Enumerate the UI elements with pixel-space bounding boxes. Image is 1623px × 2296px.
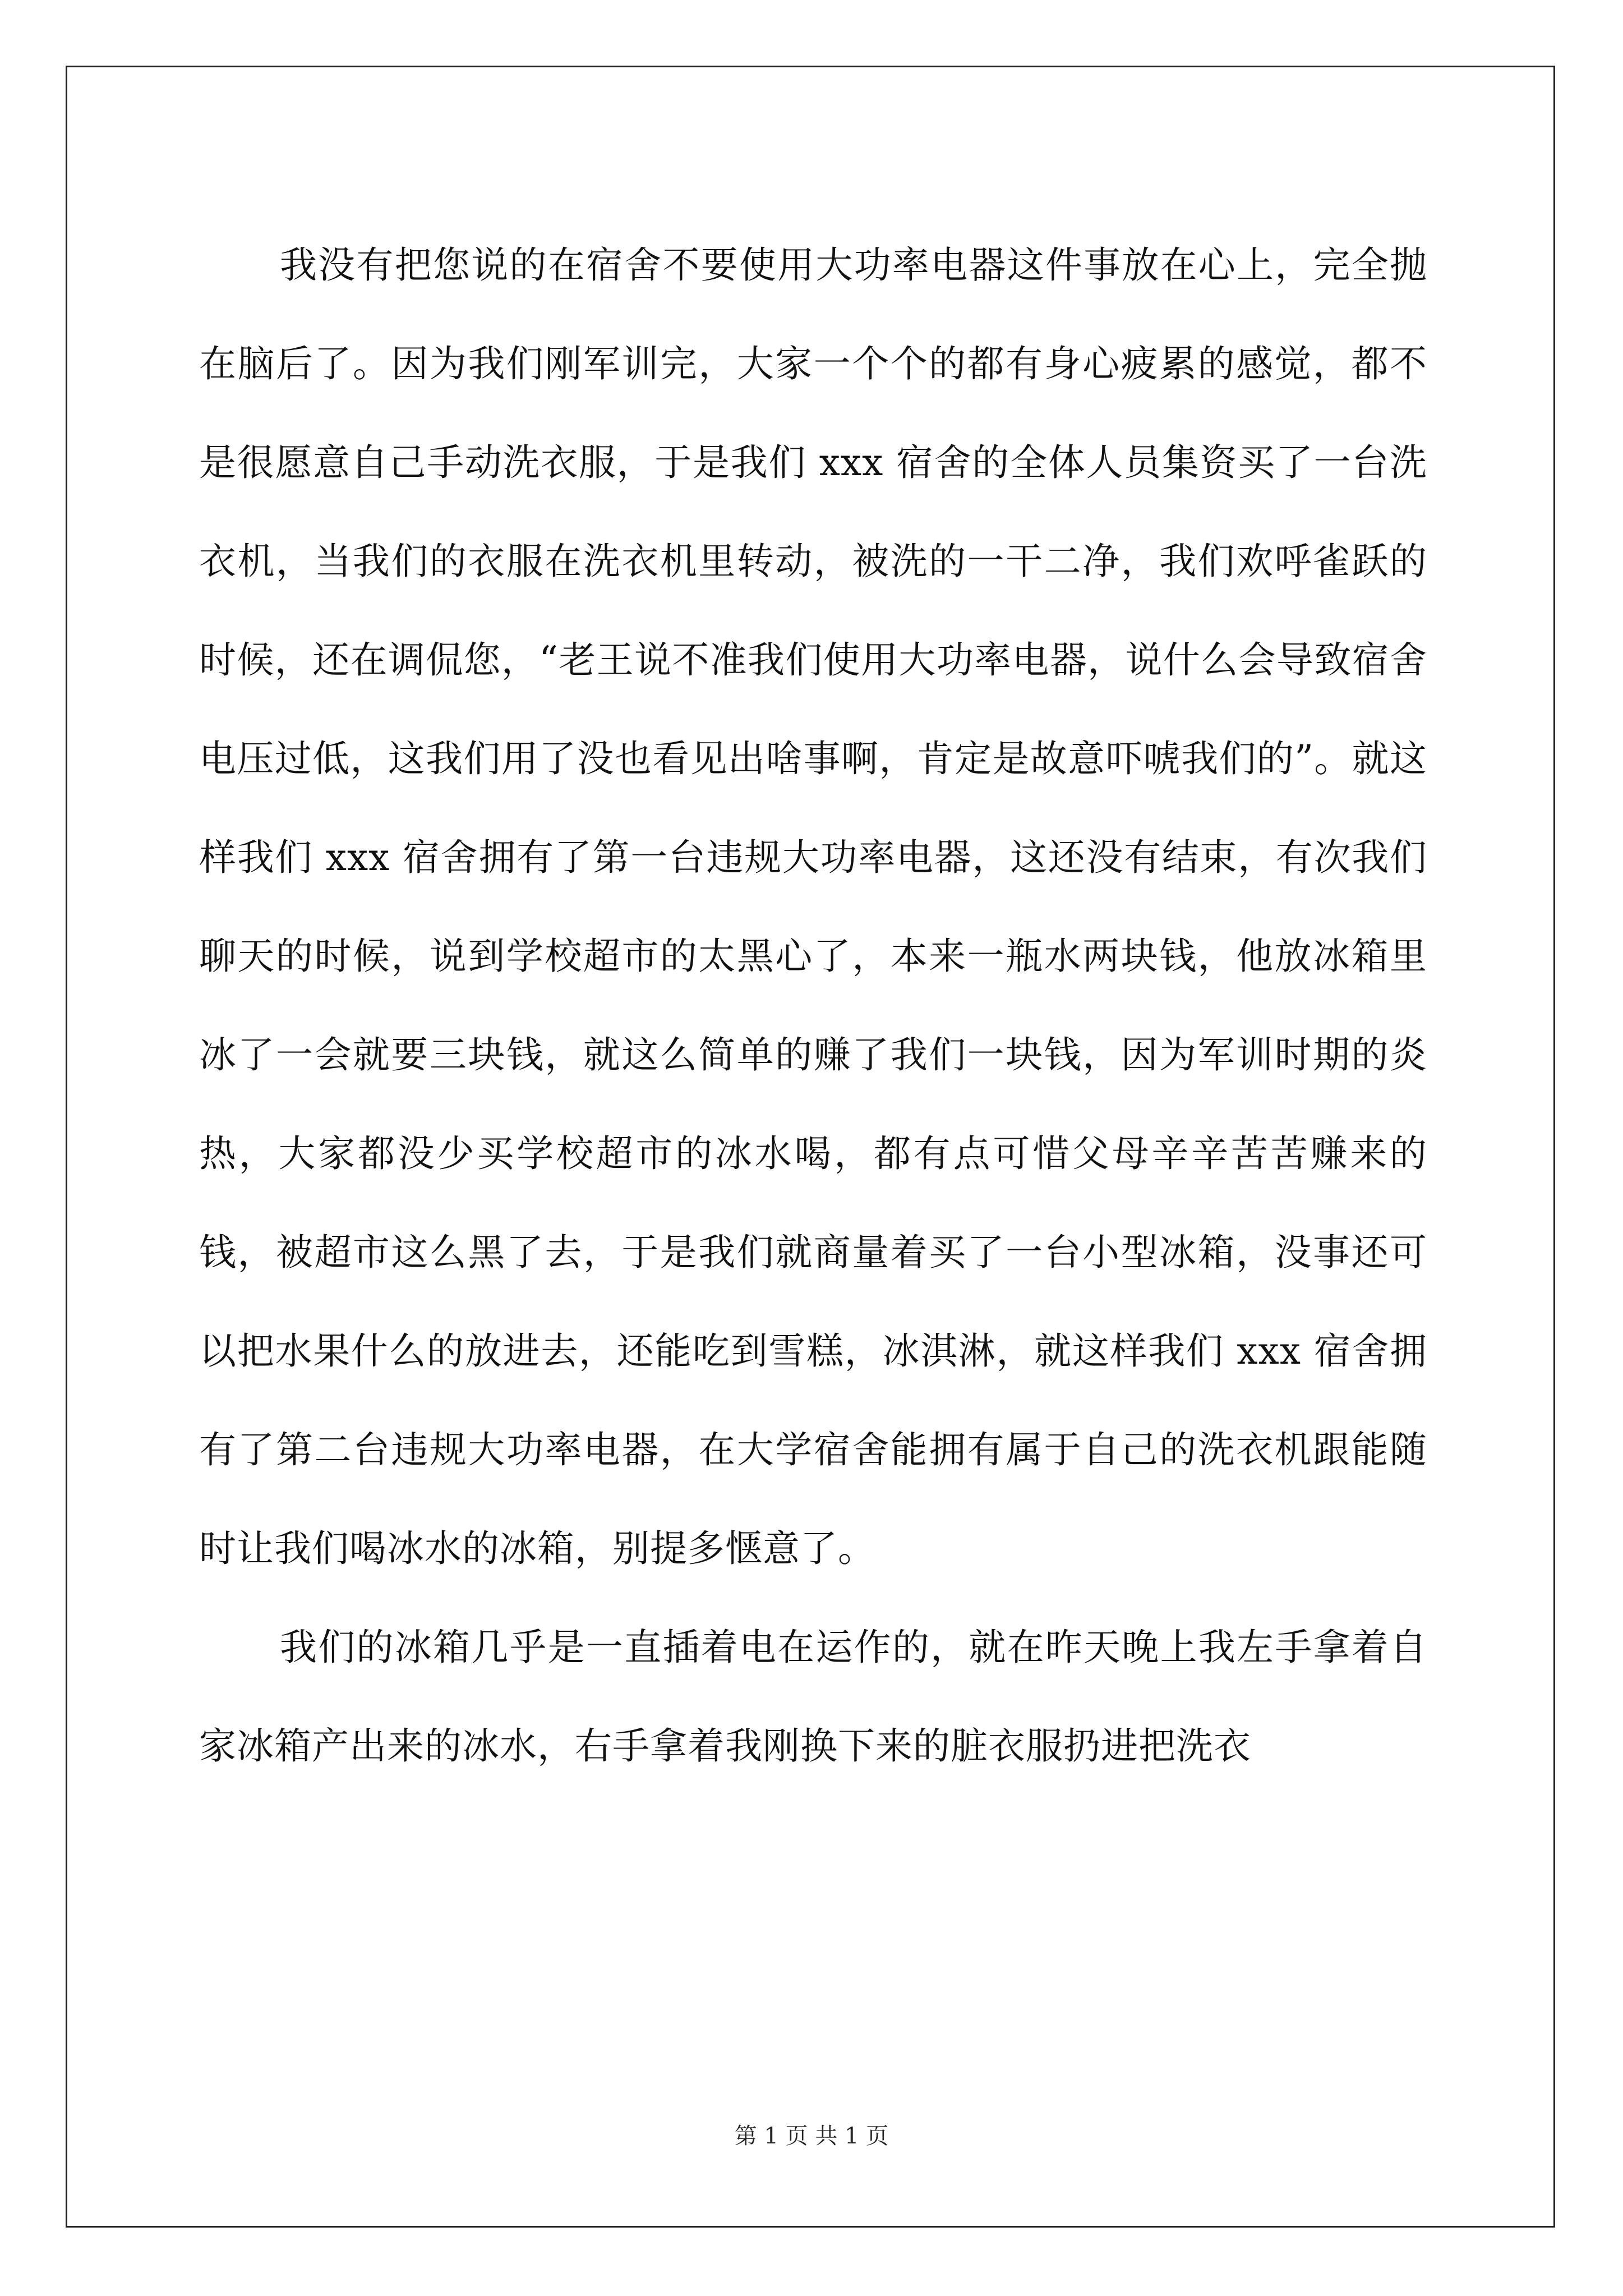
- paragraph-1: 我没有把您说的在宿舍不要使用大功率电器这件事放在心上，完全抛在脑后了。因为我们刚军训完，大家一个个的都有身心疲累的感觉，都不是很愿意自己手动洗衣服，于是我们 xxx 宿舍的全体人员集资买了一台洗衣机，当我们的衣服在洗衣机里转动，被洗的一干二净，我们欢呼雀跃的时候，还在调侃您，“老王说不准我们使用大功率电器，说什么会导致宿舍电压过低，这我们用了没也看见出啥事啊，肯定是故意吓唬我们的”。就这样我们 xxx 宿舍拥有了第一台违规大功率电器，这还没有结束，有次我们聊天的时候，说到学校超市的太黑心了，本来一瓶水两块钱，他放冰箱里冰了一会就要三块钱，就这么简单的赚了我们一块钱，因为军训时期的炎热，大家都没少买学校超市的冰水喝，都有点可惜父母辛辛苦苦赚来的钱，被超市这么黑了去，于是我们就商量着买了一台小型冰箱，没事还可以把水果什么的放进去，还能吃到雪糕，冰淇淋，就这样我们 xxx 宿舍拥有了第二台违规大功率电器，在大学宿舍能拥有属于自己的洗衣机跟能随时让我们喝冰水的冰箱，别提多惬意了。: [199, 243, 1427, 1570]
- paragraph-2: 我们的冰箱几乎是一直插着电在运作的，就在昨天晚上我左手拿着自家冰箱产出来的冰水，右手拿着我刚换下来的脏衣服扔进把洗衣: [199, 1626, 1427, 1768]
- page-number-footer: 第 1 页 共 1 页: [734, 2123, 889, 2149]
- document-body: [199, 216, 1427, 1796]
